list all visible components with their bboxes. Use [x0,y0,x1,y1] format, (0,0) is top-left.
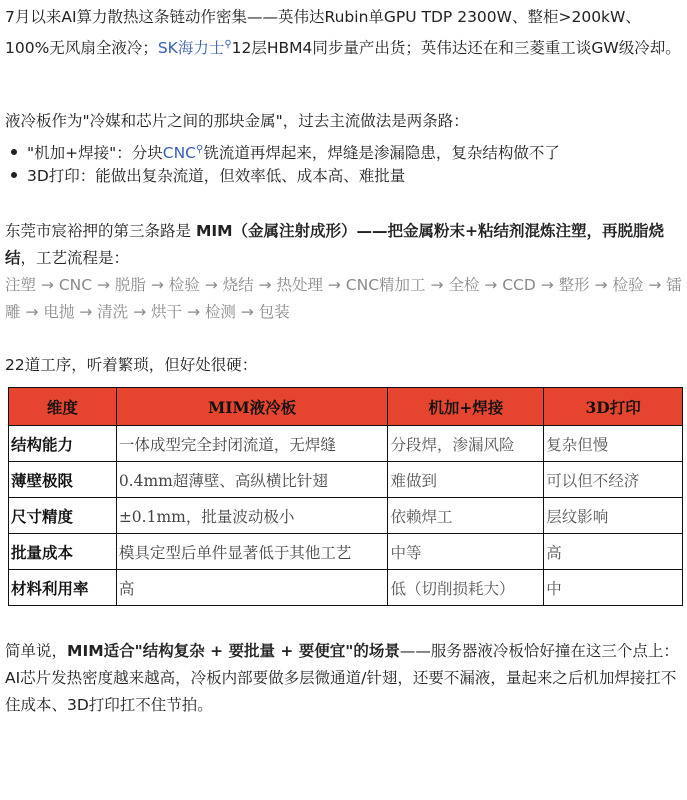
row-header: 批量成本 [9,534,117,570]
intro-paragraph [5,4,682,62]
intro-text: 7月以来AI算力散热这条链动作密集——英伟达Rubin单GPU TDP 2300W、整柜>200kW、100%无风扇全液冷； [5,8,641,58]
table-row [9,498,683,534]
table-cell: 0.4mm超薄壁、高纵横比针翅 [116,462,388,498]
table-cell: 层纹影响 [544,498,683,534]
sk-hynix-link[interactable]: SK海力士 [157,39,225,58]
search-icon[interactable]: ⚲ [196,144,204,155]
table-cell: 高 [544,534,683,570]
header-cell: 机加+焊接 [388,388,544,426]
bullet-text-tail: 铣流道再焊起来，焊缝是渗漏隐患，复杂结构做不了 [203,144,560,163]
mim-paragraph [5,218,682,272]
conclusion-bold-text: MIM适合"结构复杂 + 要批量 + 要便宜"的场景 [67,642,400,660]
search-icon[interactable]: ⚲ [224,39,232,50]
table-cell: 分段焊，渗漏风险 [388,426,544,462]
table-cell: 模具定型后单件显著低于其他工艺 [116,534,388,570]
header-cell: 3D打印 [544,388,683,426]
process-flow: 注塑 → CNC → 脱脂 → 检验 → 烧结 → 热处理 → CNC精加工 → 全检 → CCD → 整形 → 检验 → 镭雕 → 电抛 → 清洗 → 烘干 → 检测 → 包装 [5,276,682,321]
row-header: 薄壁极限 [9,462,117,498]
process-summary: 22道工序，听着繁琐，但好处很硬： [5,356,258,374]
header-cell: MIM液冷板 [116,388,388,426]
table-row [9,426,683,462]
bullet-3d-printing [5,163,405,190]
row-header: 尺寸精度 [9,498,117,534]
mim-bold-text: MIM（金属注射成形）——把金属粉末+粘结剂混炼注塑，再脱脂烧结 [5,222,665,267]
cnc-link[interactable]: CNC [162,144,196,163]
table-row [9,462,683,498]
table-cell: 复杂但慢 [544,426,683,462]
mim-text: 东莞市宸裕押的第三条路是 [5,222,196,240]
row-header: 材料利用率 [9,570,117,606]
mim-text-tail: ，工艺流程是： [20,249,130,267]
table-cell: 中 [544,570,683,606]
row-header: 结构能力 [9,426,117,462]
intro-text-tail: 12层HBM4同步量产出货；英伟达还在和三菱重工谈GW级冷却。 [231,39,681,58]
bullet-dot [11,149,17,155]
header-cell: 维度 [9,388,117,426]
cold-plate-intro: 液冷板作为"冷媒和芯片之间的那块金属"，过去主流做法是两条路： [5,112,469,130]
table-cell: 高 [116,570,388,606]
conclusion-text: 简单说， [5,642,68,660]
comparison-table [8,387,683,606]
table-cell: 中等 [388,534,544,570]
bullet-text: 3D打印：能做出复杂流道，但效率低、成本高、难批量 [27,167,406,185]
table-header-row [9,388,683,426]
table-cell: 依赖焊工 [388,498,544,534]
table-cell: 低（切削损耗大） [388,570,544,606]
conclusion-text-tail: ——服务器液冷板恰好撞在这三个点上：AI芯片发热密度越来越高，冷板内部要做多层微通道/针翅，还要不漏液，量起来之后机加焊接扛不住成本、3D打印扛不住节拍。 [5,642,679,714]
table-row [9,570,683,606]
bullet-text: "机加+焊接"：分块 [27,144,163,163]
table-row [9,534,683,570]
conclusion-paragraph [5,638,682,719]
table-cell: 一体成型完全封闭流道，无焊缝 [116,426,388,462]
table-cell: ±0.1mm，批量波动极小 [116,498,388,534]
table-cell: 可以但不经济 [544,462,683,498]
bullet-dot [11,172,17,178]
table-cell: 难做到 [388,462,544,498]
